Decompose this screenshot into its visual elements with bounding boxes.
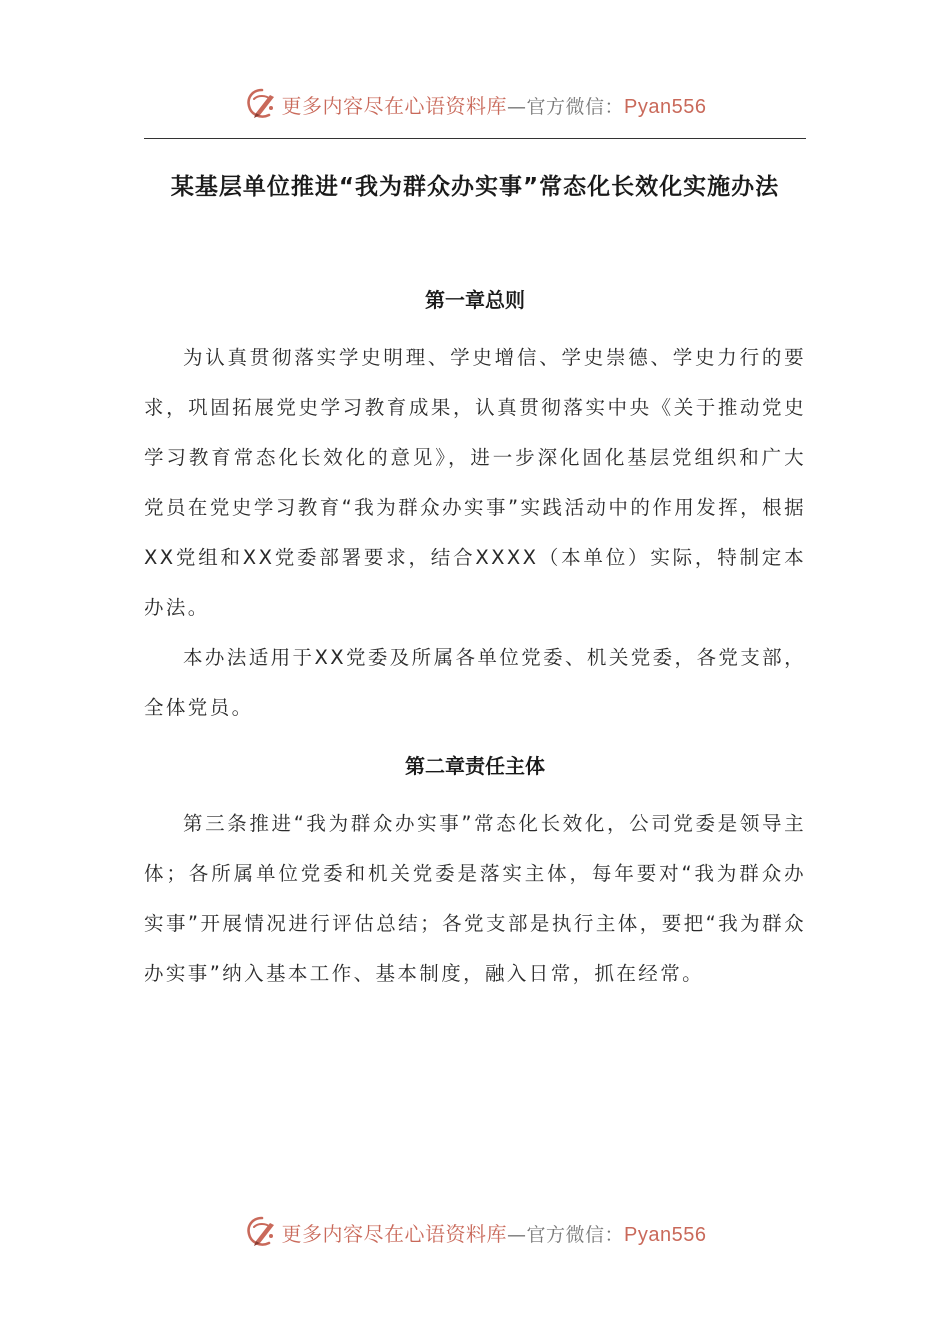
page-footer-watermark [0,1212,950,1252]
chapter-1-paragraph-2: 本办法适用于XX党委及所属各单位党委、机关党委，各党支部，全体党员。 [144,646,806,719]
footer-wechat-id: Pyan556 [624,1223,707,1246]
document-title: 某基层单位推进“我为群众办实事”常态化长效化实施办法 [170,174,780,200]
chapter-2-paragraph-1: 第三条推进“我为群众办实事”常态化长效化，公司党委是领导主体；各所属单位党委和机关党委是落实主体，每年要对“我为群众办实事”开展情况进行评估总结；各党支部是执行主体，要把“我为群众办实事”纳入基本工作、基本制度，融入日常，抓在经常。 [144,812,806,985]
chapter-1-paragraph-1: 为认真贯彻落实学史明理、学史增信、学史崇德、学史力行的要求，巩固拓展党史学习教育成果，认真贯彻落实中央《关于推动党史学习教育常态化长效化的意见》，进一步深化固化基层党组织和广大党员在党史学习教育“我为群众办实事”实践活动中的作用发挥，根据XX党组和XX党委部署要求，结合XXXX（本单位）实际，特制定本办法。 [144,346,806,619]
pen-swirl-logo-icon [244,86,280,122]
footer-brand-text: 更多内容尽在心语资料库—官方微信：Pyan556 [281,1221,707,1246]
header-wechat-id: Pyan556 [624,95,707,118]
pen-swirl-logo-icon [244,1214,280,1250]
header-divider [144,138,806,139]
chapter-2-heading: 第二章责任主体 [405,754,545,778]
chapter-1-heading: 第一章总则 [425,288,525,312]
header-brand-text: 更多内容尽在心语资料库—官方微信：Pyan556 [281,93,707,118]
page-header-watermark [0,84,950,124]
